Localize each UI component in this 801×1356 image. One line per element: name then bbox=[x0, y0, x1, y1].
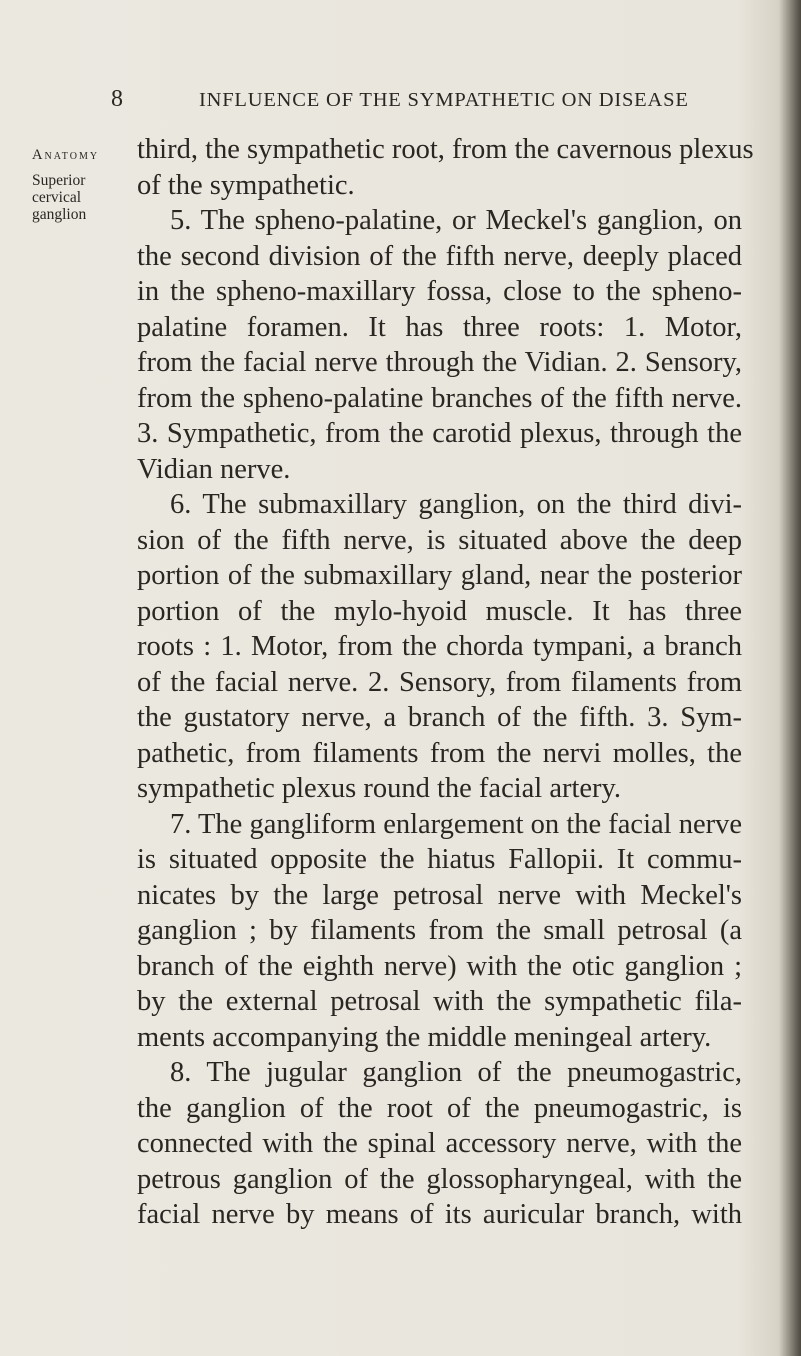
margin-note-line: cervical bbox=[32, 189, 82, 206]
text-line: Vidian nerve. bbox=[137, 453, 291, 485]
text-line: 8. The jugular ganglion of the pneumogastric, bbox=[170, 1057, 742, 1088]
text-line: portion of the submaxillary gland, near the posterior bbox=[137, 560, 742, 591]
text-line: nicates by the large petrosal nerve with Meckel's bbox=[137, 879, 742, 911]
text-line: of the facial nerve. 2. Sensory, from filaments from bbox=[137, 666, 742, 698]
text-line: third, the sympathetic root, from the cavernous plexus bbox=[137, 134, 754, 165]
page-number: 8 bbox=[111, 86, 124, 112]
text-line: branch of the eighth nerve) with the otic ganglion ; bbox=[137, 950, 742, 982]
text-line: 7. The gangliform enlargement on the facial nerve bbox=[170, 808, 742, 840]
text-line: is situated opposite the hiatus Fallopii. It commu- bbox=[137, 844, 742, 875]
text-line: the second division of the fifth nerve, deeply placed bbox=[137, 240, 742, 272]
text-line: the ganglion of the root of the pneumogastric, is bbox=[137, 1092, 742, 1124]
text-line: pathetic, from filaments from the nervi molles, the bbox=[137, 737, 742, 769]
text-line: from the facial nerve through the Vidian. 2. Sensory, bbox=[137, 347, 742, 378]
text-line: ganglion ; by filaments from the small petrosal (a bbox=[137, 915, 742, 946]
margin-notes bbox=[32, 146, 124, 223]
text-line: from the spheno-palatine branches of the fifth nerve. bbox=[137, 382, 742, 414]
running-head: INFLUENCE OF THE SYMPATHETIC ON DISEASE bbox=[199, 89, 689, 111]
text-line: in the spheno-maxillary fossa, close to the spheno- bbox=[137, 276, 742, 307]
page-header bbox=[0, 86, 801, 116]
text-line: 6. The submaxillary ganglion, on the third divi- bbox=[170, 489, 742, 520]
text-line: palatine foramen. It has three roots: 1. Motor, bbox=[137, 311, 742, 343]
text-line: petrous ganglion of the glossopharyngeal, with the bbox=[137, 1163, 742, 1195]
body-text bbox=[137, 132, 754, 1233]
text-line: 5. The spheno-palatine, or Meckel's ganglion, on bbox=[170, 205, 742, 236]
text-line: roots : 1. Motor, from the chorda tympani, a branch bbox=[137, 631, 742, 662]
text-line: sion of the fifth nerve, is situated above the deep bbox=[137, 524, 742, 556]
text-line: ments accompanying the middle meningeal artery. bbox=[137, 1021, 712, 1053]
margin-note-line: ganglion bbox=[32, 206, 87, 223]
text-line: of the sympathetic. bbox=[137, 169, 355, 201]
text-line: portion of the mylo-hyoid muscle. It has three bbox=[137, 595, 742, 627]
page-edge-shadow bbox=[779, 0, 801, 1356]
text-line: connected with the spinal accessory nerve, with the bbox=[137, 1128, 742, 1159]
margin-note-line: Superior bbox=[32, 172, 86, 189]
text-line: facial nerve by means of its auricular branch, with bbox=[137, 1199, 742, 1230]
text-line: 3. Sympathetic, from the carotid plexus, through the bbox=[137, 418, 742, 449]
margin-section-label: Anatomy bbox=[32, 147, 100, 163]
text-line: the gustatory nerve, a branch of the fifth. 3. Sym- bbox=[137, 702, 742, 733]
text-line: by the external petrosal with the sympathetic fila- bbox=[137, 986, 742, 1017]
text-line: sympathetic plexus round the facial artery. bbox=[137, 773, 622, 804]
